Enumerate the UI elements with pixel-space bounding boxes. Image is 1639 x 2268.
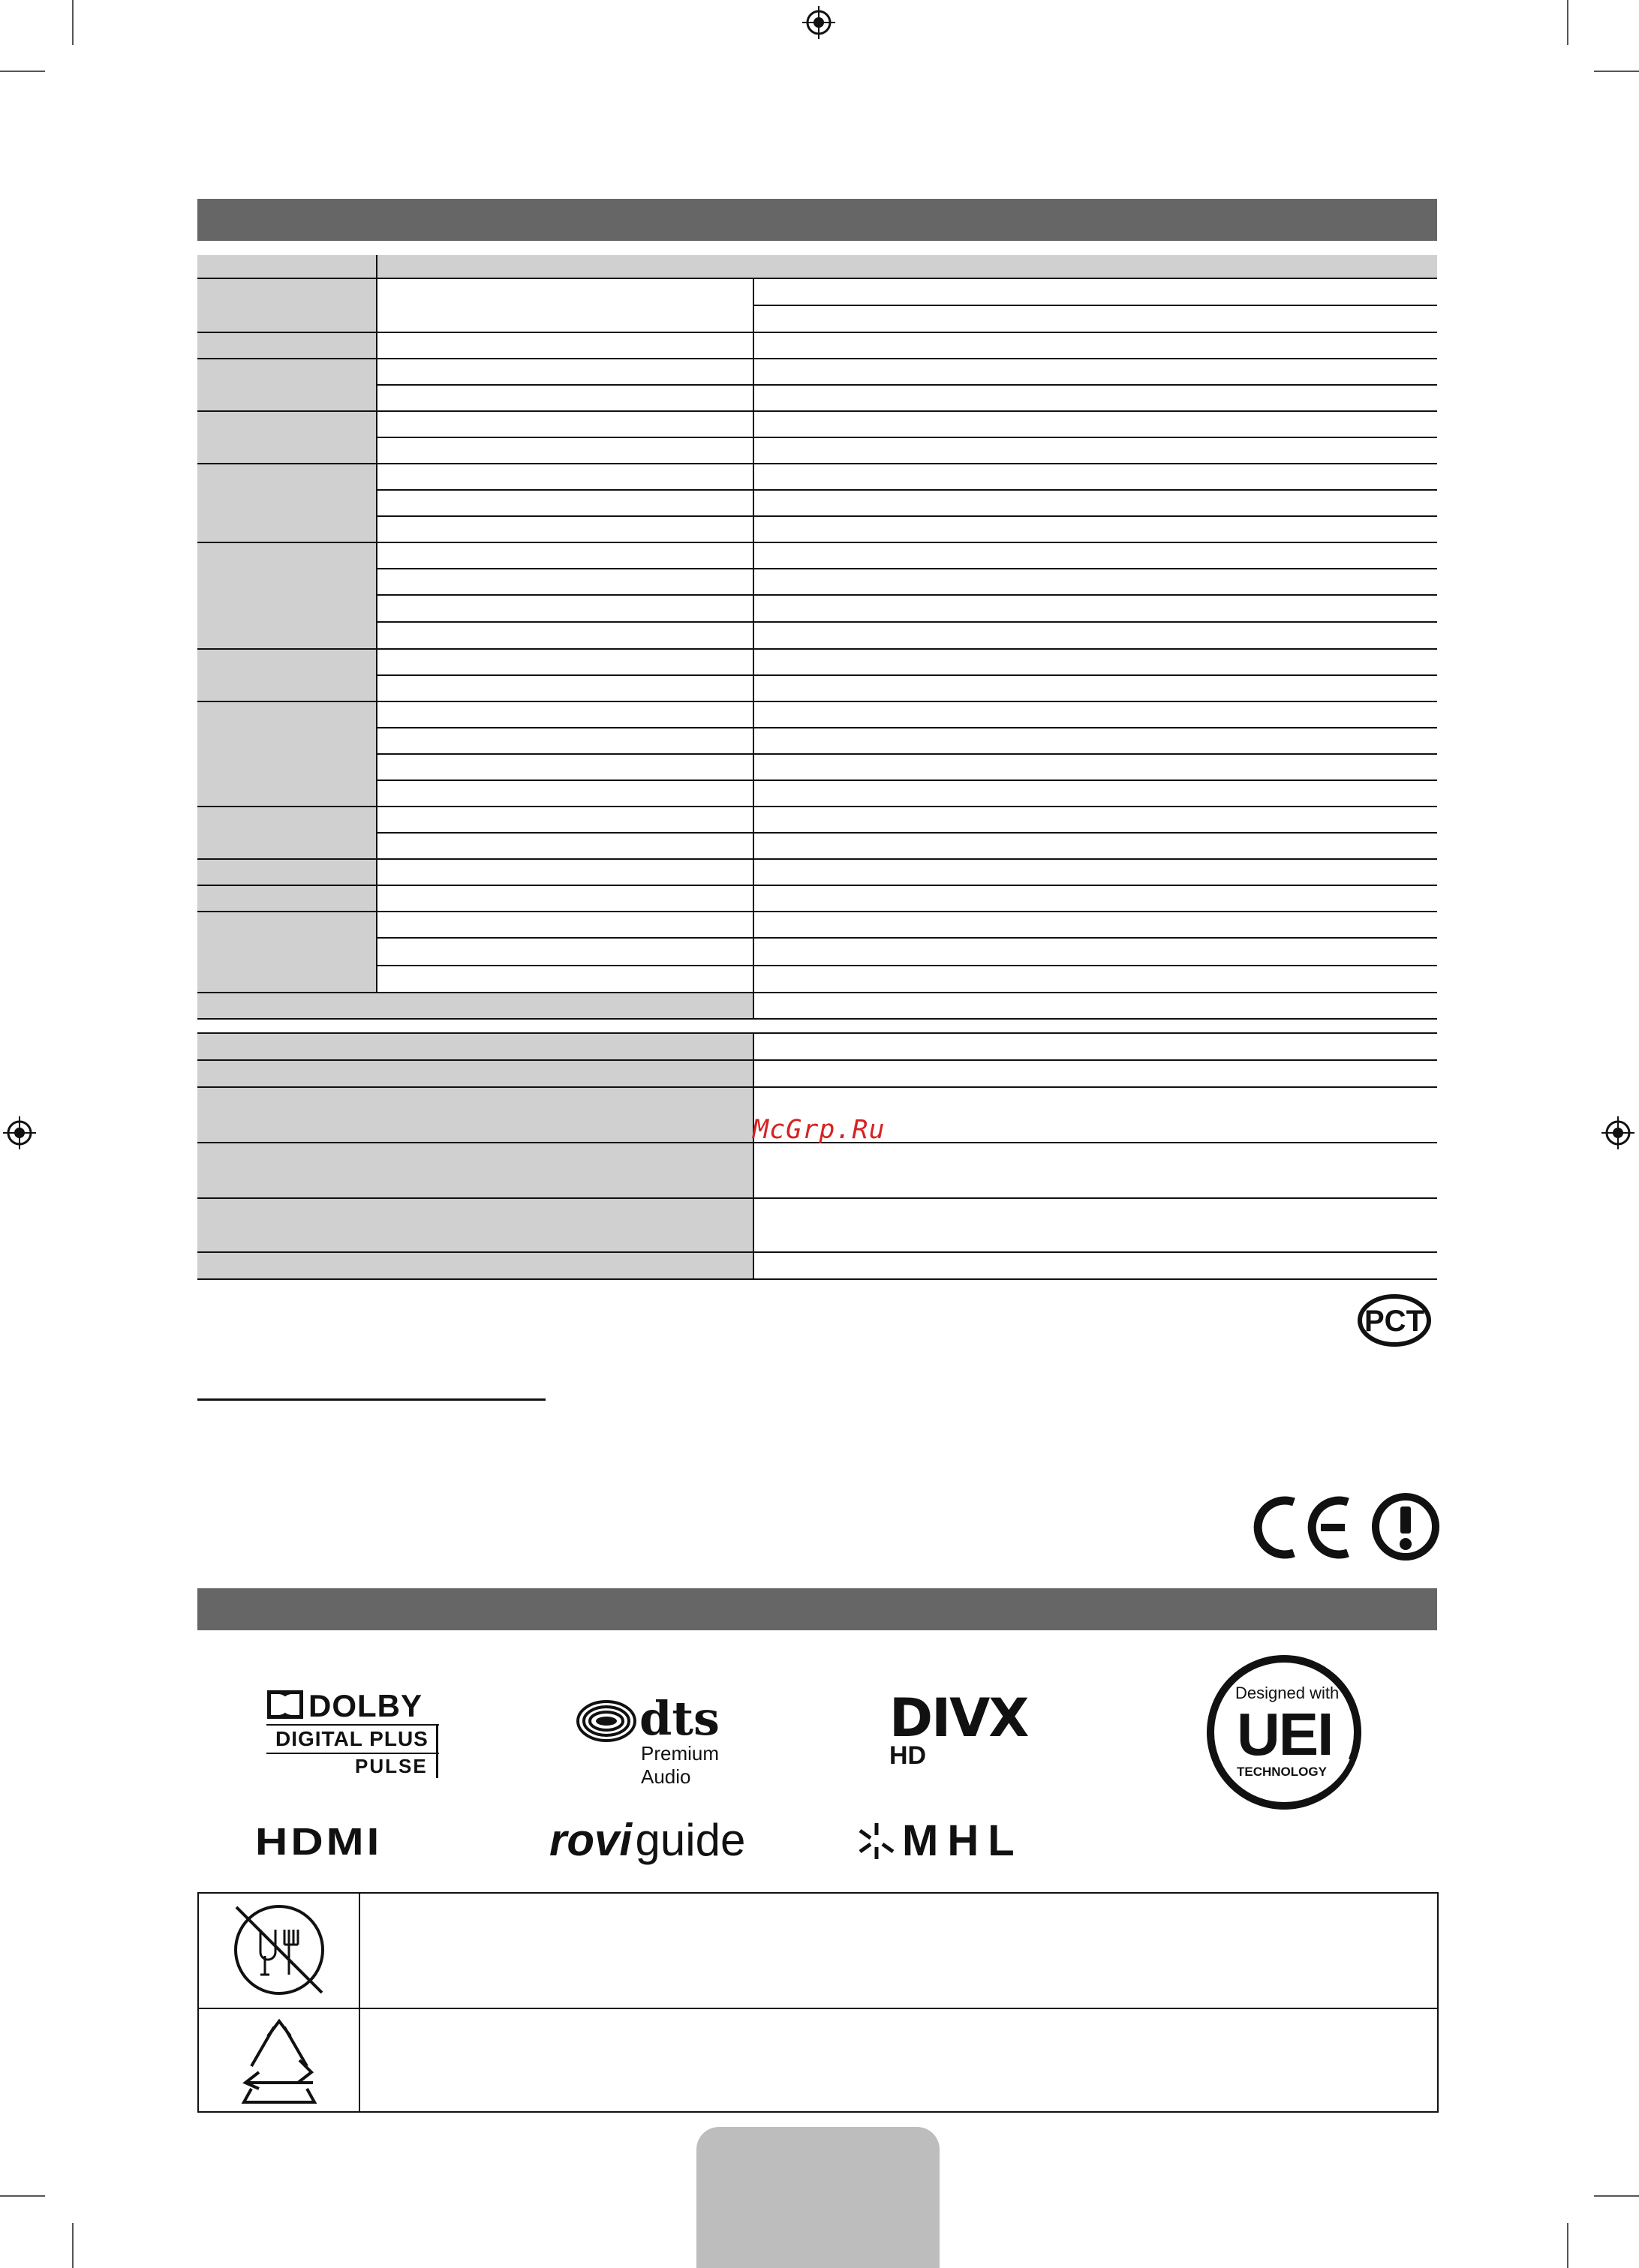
registration-mark-icon: [802, 6, 835, 39]
registration-mark-icon: [1601, 1116, 1634, 1149]
table-label-cell: [197, 1253, 753, 1278]
table-row-line: [376, 727, 1437, 728]
table-row-line: [376, 437, 1437, 438]
table-row-line: [197, 332, 1437, 333]
table-row-line: [197, 1197, 1437, 1199]
mhl-star-icon: [856, 1820, 898, 1862]
dolby-double-d-icon: [266, 1690, 304, 1720]
page-number-tab: [696, 2127, 940, 2268]
registration-mark-icon: [3, 1116, 36, 1149]
footnote-rule: [197, 1398, 546, 1401]
table-group-cell: [197, 543, 377, 648]
table-row-line: [197, 648, 1437, 650]
table-row-line: [197, 992, 1437, 993]
table-header-row: [197, 255, 1437, 279]
table-label-cell: [197, 1088, 753, 1142]
recycle-icon: [229, 2014, 329, 2114]
crop-mark: [72, 2223, 74, 2268]
table-row-line: [376, 489, 1437, 491]
table-label-cell: [197, 1061, 753, 1086]
table-row-line: [376, 621, 1437, 623]
rovi-guide-logo: [549, 1814, 782, 1874]
table-row-line: [197, 1018, 1437, 1020]
uei-top-text: Designed with: [1235, 1684, 1340, 1702]
crop-mark: [1567, 0, 1568, 45]
table-row-line: [197, 1278, 1437, 1280]
table-group-cell: [197, 912, 377, 992]
alert-mark-icon: [1370, 1491, 1441, 1562]
mhl-brand-text: MHL: [902, 1816, 1024, 1865]
uei-logo: [1205, 1654, 1363, 1811]
crop-mark: [72, 0, 74, 45]
table-row-line: [197, 1059, 1437, 1061]
dolby-logo: [266, 1688, 439, 1778]
divx-logo: [889, 1687, 1062, 1774]
crop-mark: [0, 2195, 45, 2197]
dolby-line2-text: DIGITAL PLUS: [275, 1727, 429, 1750]
symbol-table: [197, 1892, 1439, 2113]
table-group-cell: [197, 807, 377, 858]
table-row-line: [197, 1032, 1437, 1034]
table-row-line: [197, 410, 1437, 412]
table-row-line: [197, 358, 1437, 359]
rovi-brand-text: rovi: [549, 1815, 633, 1865]
table-row-line: [376, 515, 1437, 517]
dolby-brand-text: DOLBY: [308, 1688, 423, 1723]
table-row-line: [376, 753, 1437, 755]
table-group-cell: [197, 464, 377, 542]
table-row-line: [197, 1086, 1437, 1088]
table-group-cell: [197, 886, 377, 911]
divx-brand-text: DIVX: [889, 1687, 1028, 1749]
table-group-cell: [197, 333, 377, 358]
crop-mark: [1594, 71, 1639, 72]
table-row-line: [376, 594, 1437, 596]
table-row-line: [376, 965, 1437, 966]
table-group-cell: [197, 993, 753, 1018]
dts-logo: [576, 1691, 756, 1788]
crop-mark: [1567, 2223, 1568, 2268]
ce-mark-icon: [1250, 1493, 1358, 1562]
uei-brand-text: UEI: [1237, 1701, 1333, 1768]
licences-section-band: [197, 1588, 1437, 1630]
table-row-line: [197, 1251, 1437, 1253]
dts-swirl-icon: [576, 1699, 636, 1744]
divx-hd-text: HD: [889, 1741, 927, 1770]
table-row-line: [376, 780, 1437, 781]
dolby-line3-text: PULSE: [355, 1755, 428, 1777]
table-row-line: [753, 305, 1437, 306]
table-group-cell: [197, 359, 377, 410]
crop-mark: [0, 71, 45, 72]
table-row-line: [197, 701, 1437, 702]
table-group-cell: [197, 860, 377, 885]
table-row-line: [376, 568, 1437, 569]
table-row-line: [197, 542, 1437, 543]
table-row-line: [197, 885, 1437, 886]
table-label-cell: [197, 1143, 753, 1197]
table-divider: [753, 1032, 754, 1278]
pct-mark-text: PCT: [1364, 1305, 1424, 1338]
specifications-section-band: [197, 199, 1437, 241]
not-for-food-icon: [229, 1900, 329, 2000]
table-row-line: [197, 463, 1437, 464]
dts-brand-text: dts: [639, 1691, 720, 1746]
pct-certification-mark-icon: [1357, 1292, 1439, 1349]
table-label-cell: [197, 1034, 753, 1059]
table-label-cell: [197, 1199, 753, 1251]
table-row-line: [197, 806, 1437, 807]
crop-mark: [1594, 2195, 1639, 2197]
table-group-cell: [197, 279, 377, 332]
table-divider: [376, 255, 377, 993]
table-row-line: [376, 937, 1437, 939]
mhl-logo: [856, 1816, 1096, 1868]
table-row-line: [197, 858, 1437, 860]
hdmi-logo: HDMI: [255, 1820, 383, 1863]
table-row-line: [376, 384, 1437, 386]
table-group-cell: [197, 702, 377, 806]
dts-sub-text: Premium Audio: [641, 1742, 720, 1788]
table-group-cell: [197, 650, 377, 701]
rovi-guide-text: guide: [635, 1815, 746, 1865]
table-row-line: [376, 674, 1437, 676]
table-row-line: [376, 832, 1437, 834]
table-group-cell: [197, 412, 377, 463]
uei-bottom-text: TECHNOLOGY: [1237, 1765, 1327, 1779]
watermark-text: McGrp.Ru: [753, 1115, 886, 1145]
table-row-line: [197, 911, 1437, 912]
